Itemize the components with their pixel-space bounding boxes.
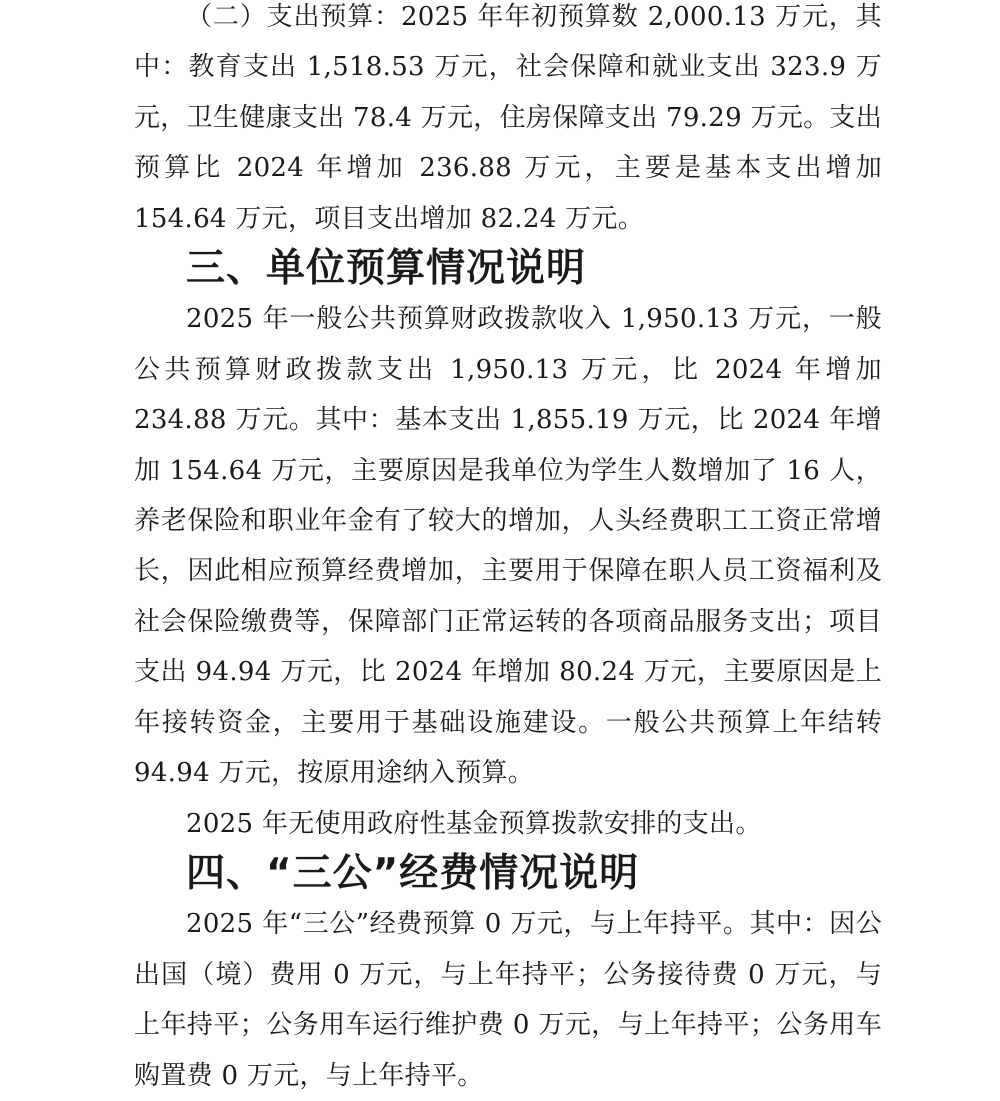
document-page: [134, 0, 882, 1101]
three-public-expenses-paragraph: 2025 年“三公”经费预算 0 万元，与上年持平。其中：因公出国（境）费用 0 万元，与上年持平；公务接待费 0 万元，与上年持平；公务用车运行维护费 0 万元，与上年持平；公务用车购置费 0 万元，与上年持平。: [134, 909, 882, 1091]
expenditure-budget-paragraph: （二）支出预算：2025 年年初预算数 2,000.13 万元，其中：教育支出 1,518.53 万元，社会保障和就业支出 323.9 万元，卫生健康支出 78.4 万元，住房保障支出 79.29 万元。支出预算比 2024 年增加 236.88 万元，主要是基本支出增加 154.64 万元，项目支出增加 82.24 万元。: [134, 2, 882, 234]
section-4-heading: 四、“三公”经费情况说明: [186, 850, 640, 896]
section-3-heading: 三、单位预算情况说明: [186, 246, 587, 292]
general-budget-paragraph: 2025 年一般公共预算财政拨款收入 1,950.13 万元，一般公共预算财政拨款支出 1,950.13 万元，比 2024 年增加 234.88 万元。其中：基本支出 1,855.19 万元，比 2024 年增加 154.64 万元，主要原因是我单位为学生人数增加了 16 人，养老保险和职业年金有了较大的增加，人头经费职工工资正常增长，因此相应预算经费增加，主要用于保障在职人员工资福利及社会保险缴费等，保障部门正常运转的各项商品服务支出；项目支出 94.94 万元，比 2024 年增加 80.24 万元，主要原因是上年接转资金，主要用于基础设施建设。一般公共预算上年结转 94.94 万元，按原用途纳入预算。: [134, 304, 882, 789]
gov-fund-paragraph: 2025 年无使用政府性基金预算拨款安排的支出。: [186, 808, 762, 839]
